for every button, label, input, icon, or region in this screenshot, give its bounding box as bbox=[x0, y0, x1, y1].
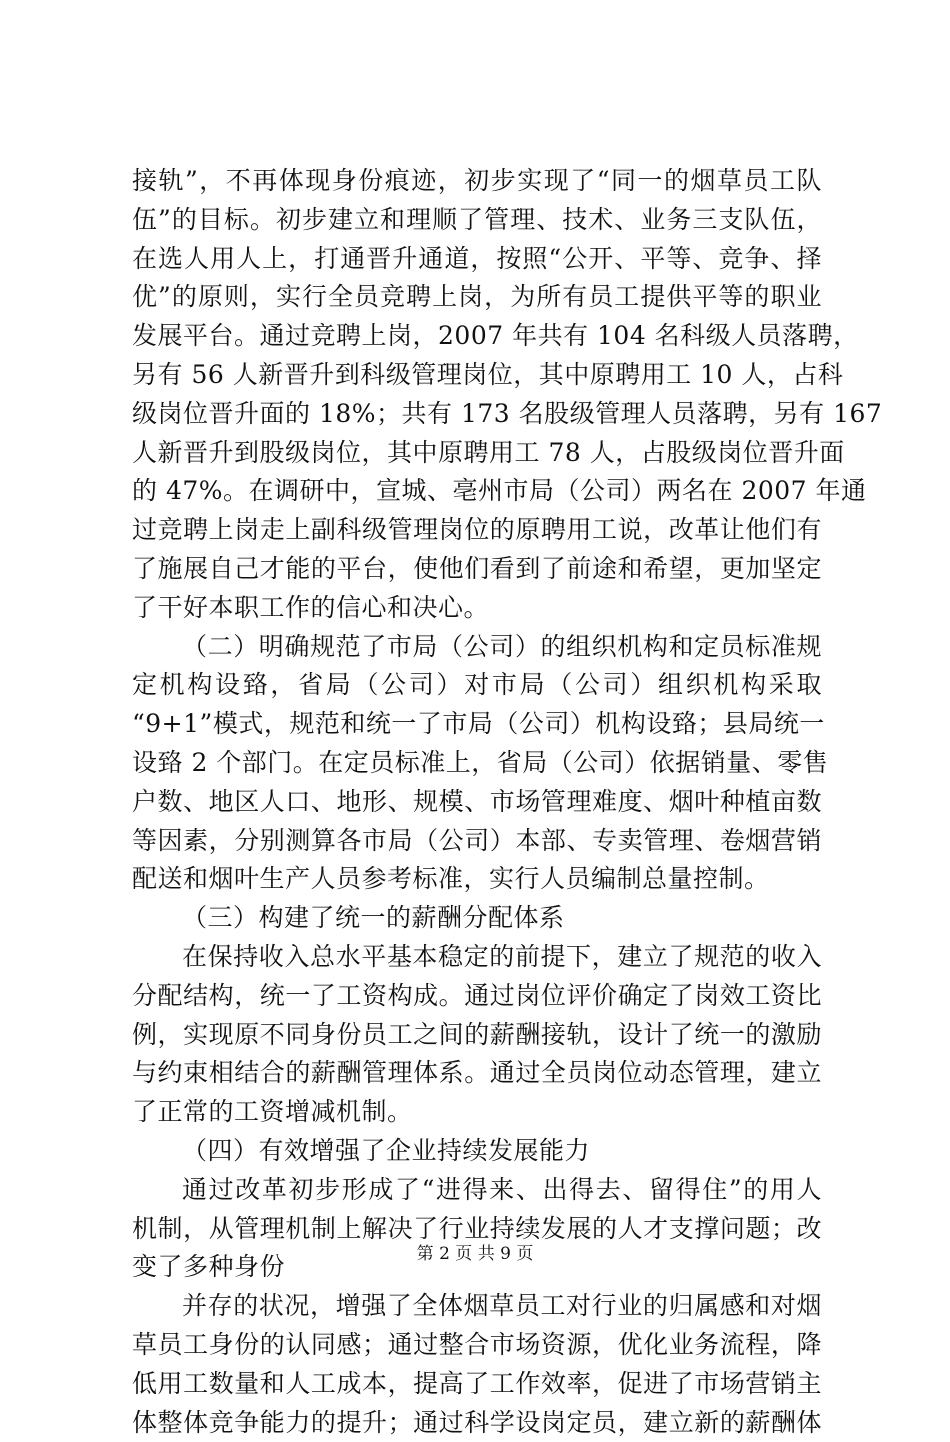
text-line: 户数、地区人口、地形、规模、市场管理难度、烟叶种植亩数 bbox=[132, 783, 822, 822]
section-heading-4: （四）有效增强了企业持续发展能力 bbox=[132, 1132, 822, 1171]
text-line: 在选人用人上，打通晋升通道，按照“公开、平等、竞争、择 bbox=[132, 240, 822, 279]
text-line: 例，实现原不同身份员工之间的薪酬接轨，设计了统一的激励 bbox=[132, 1016, 822, 1055]
text-line: 通过改革初步形成了“进得来、出得去、留得住”的用人 bbox=[132, 1171, 822, 1210]
text-line: “9+1”模式，规范和统一了市局（公司）机构设臵；县局统一 bbox=[132, 705, 822, 744]
text-line: 人新晋升到股级岗位，其中原聘用工 78 人，占股级岗位晋升面 bbox=[132, 434, 822, 473]
text-line: 配送和烟叶生产人员参考标准，实行人员编制总量控制。 bbox=[132, 860, 822, 899]
text-line: 变了多种身份 bbox=[132, 1248, 822, 1287]
text-line: 体整体竞争能力的提升；通过科学设岗定员，建立新的薪酬体 bbox=[132, 1404, 822, 1442]
text-line: 并存的状况，增强了全体烟草员工对行业的归属感和对烟 bbox=[132, 1287, 822, 1326]
text-line: 等因素，分别测算各市局（公司）本部、专卖管理、卷烟营销 bbox=[132, 822, 822, 861]
text-line: 了正常的工资增减机制。 bbox=[132, 1093, 822, 1132]
text-line: 接轨”，不再体现身份痕迹，初步实现了“同一的烟草员工队 bbox=[132, 162, 822, 201]
text-line: 定机构设臵，省局（公司）对市局（公司）组织机构采取 bbox=[132, 666, 822, 705]
text-line: 了干好本职工作的信心和决心。 bbox=[132, 589, 822, 628]
text-line: 低用工数量和人工成本，提高了工作效率，促进了市场营销主 bbox=[132, 1365, 822, 1404]
section-heading-2: （二）明确规范了市局（公司）的组织机构和定员标准规 bbox=[132, 628, 822, 667]
text-line: 伍”的目标。初步建立和理顺了管理、技术、业务三支队伍， bbox=[132, 201, 822, 240]
text-line: 过竞聘上岗走上副科级管理岗位的原聘用工说，改革让他们有 bbox=[132, 511, 822, 550]
text-line: 另有 56 人新晋升到科级管理岗位，其中原聘用工 10 人，占科 bbox=[132, 356, 822, 395]
text-line: 发展平台。通过竞聘上岗，2007 年共有 104 名科级人员落聘， bbox=[132, 317, 822, 356]
page-footer: 第 2 页 共 9 页 bbox=[0, 1242, 950, 1266]
text-line: 与约束相结合的薪酬管理体系。通过全员岗位动态管理，建立 bbox=[132, 1054, 822, 1093]
text-line: 了施展自己才能的平台，使他们看到了前途和希望，更加坚定 bbox=[132, 550, 822, 589]
section-heading-3: （三）构建了统一的薪酬分配体系 bbox=[132, 899, 822, 938]
text-line: 分配结构，统一了工资构成。通过岗位评价确定了岗效工资比 bbox=[132, 977, 822, 1016]
text-line: 草员工身份的认同感；通过整合市场资源，优化业务流程，降 bbox=[132, 1326, 822, 1365]
text-line: 在保持收入总水平基本稳定的前提下，建立了规范的收入 bbox=[132, 938, 822, 977]
text-line: 级岗位晋升面的 18%；共有 173 名股级管理人员落聘，另有 167 bbox=[132, 395, 822, 434]
text-line: 优”的原则，实行全员竞聘上岗，为所有员工提供平等的职业 bbox=[132, 278, 822, 317]
text-line: 设臵 2 个部门。在定员标准上，省局（公司）依据销量、零售 bbox=[132, 744, 822, 783]
text-line: 的 47%。在调研中，宣城、亳州市局（公司）两名在 2007 年通 bbox=[132, 472, 822, 511]
text-line: 机制，从管理机制上解决了行业持续发展的人才支撑问题；改 bbox=[132, 1210, 822, 1249]
